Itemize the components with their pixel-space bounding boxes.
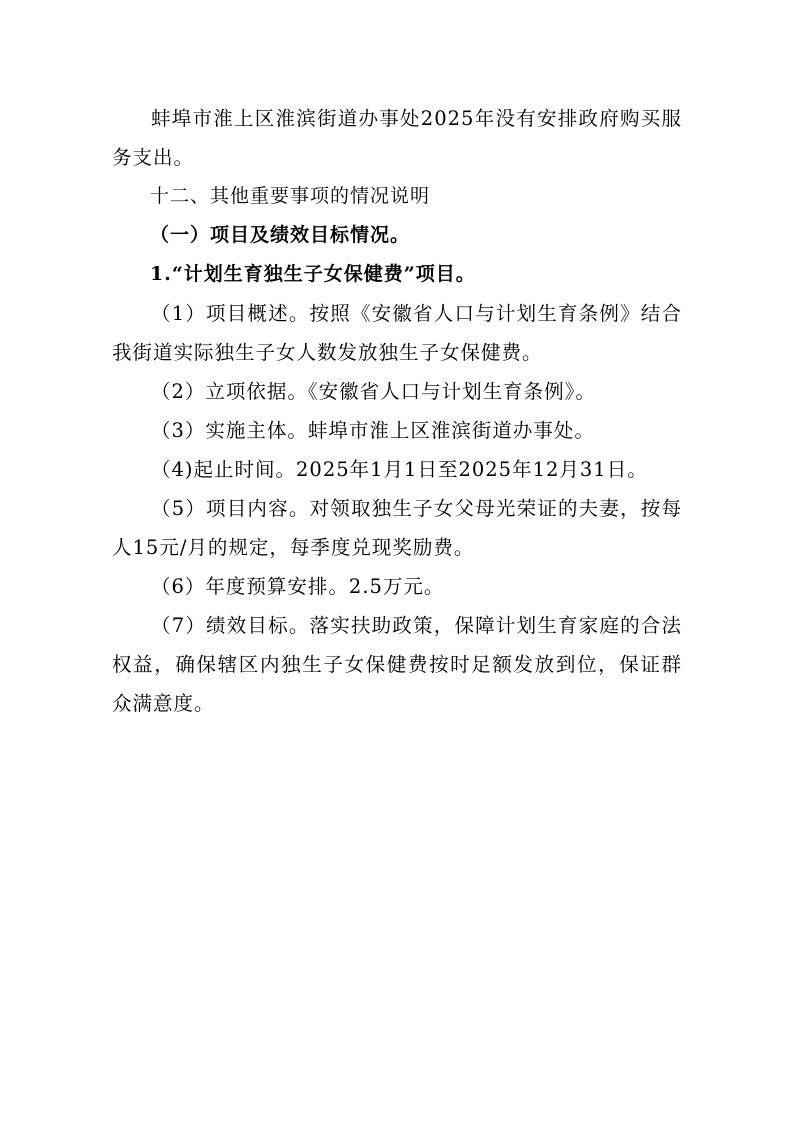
project-period: （4)起止时间。2025年1月1日至2025年12月31日。 xyxy=(151,458,648,481)
document-body xyxy=(112,99,682,723)
project-content: （5）项目内容。对领取独生子女父母光荣证的夫妻，按每人15元/月的规定，每季度兑现奖励费。 xyxy=(112,497,682,559)
project-budget: （6）年度预算安排。2.5万元。 xyxy=(151,575,445,598)
project-overview: （1）项目概述。按照《安徽省人口与计划生育条例》结合我街道实际独生子女人数发放独生子女保健费。 xyxy=(112,302,682,364)
project-performance-goal: （7）绩效目标。落实扶助政策，保障计划生育家庭的合法权益，确保辖区内独生子女保健费按时足额发放到位，保证群众满意度。 xyxy=(112,614,682,715)
project-executor: （3）实施主体。蚌埠市淮上区淮滨街道办事处。 xyxy=(151,419,595,442)
project-title: 1.“计划生育独生子女保健费”项目。 xyxy=(150,263,476,285)
project-basis: （2）立项依据。《安徽省人口与计划生育条例》。 xyxy=(151,380,596,403)
section-heading-12: 十二、其他重要事项的情况说明 xyxy=(150,185,431,207)
subsection-heading-projects: （一）项目及绩效目标情况。 xyxy=(150,224,411,246)
paragraph-procurement: 蚌埠市淮上区淮滨街道办事处2025年没有安排政府购买服务支出。 xyxy=(112,107,682,169)
